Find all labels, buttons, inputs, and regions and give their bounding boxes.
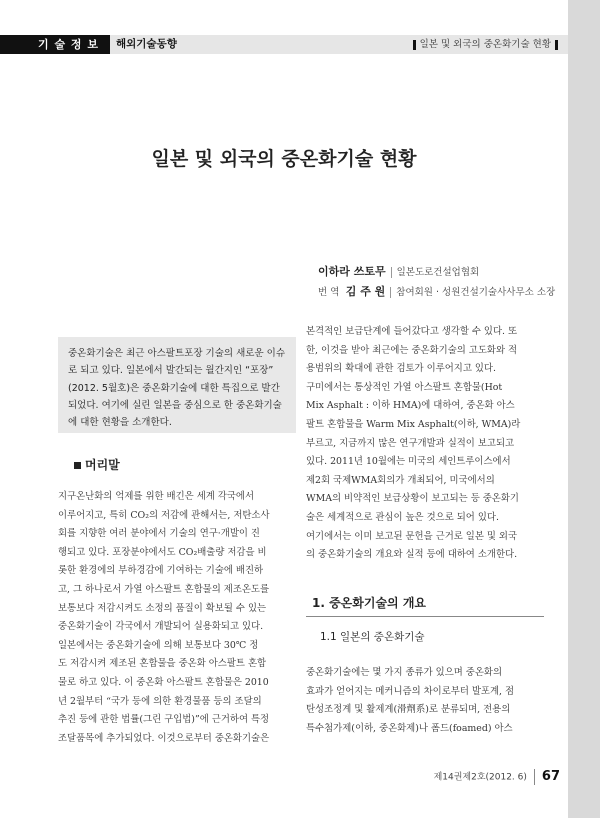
body-line: 보통보다 저감시켜도 소정의 품질이 확보될 수 있는 [58, 602, 267, 614]
square-bullet-icon [74, 462, 81, 469]
body-line: 추진 등에 관한 법률(그린 구입법)”에 근거하여 특정 [58, 714, 270, 726]
translator-divider [390, 287, 391, 298]
body-line: 년 2월부터 “국가 등에 의한 환경물품 등의 조달의 [58, 695, 262, 707]
translator-name: 김 주 원 [345, 285, 386, 298]
author-block [318, 262, 555, 302]
abstract-line: 로 되고 있다. 일본에서 발간되는 월간지인 “포장” [68, 365, 274, 377]
abstract-line: 에 대한 현황을 소개한다. [68, 417, 172, 429]
body-line: 팔트 혼합물을 Warm Mix Asphalt(이하, WMA)라 [306, 418, 521, 430]
issue-label: 제14권제2호(2012. 6) [433, 772, 527, 783]
abstract-line: 되었다. 여기에 실린 일본을 중심으로 한 중온화기술 [68, 399, 282, 411]
running-header [0, 35, 568, 54]
header-running-title [409, 35, 562, 54]
translator-org: 참여회원 · 성원건설기술사사무소 소장 [396, 287, 556, 298]
article-title: 일본 및 외국의 중온화기술 현황 [151, 148, 417, 170]
body-line: 고, 그 하나로서 가열 아스팔트 혼합물의 제조온도를 [58, 583, 270, 595]
body-line: 회를 지향한 여러 분야에서 기술의 연구·개발이 진 [58, 528, 260, 540]
translator-role: 번 역 [318, 287, 340, 298]
body-line: 탄성조정계 및 활제계(滑劑系)로 분류되며, 전용의 [306, 704, 511, 716]
running-title-text: 일본 및 외국의 중온화기술 현황 [419, 39, 551, 50]
body-line: 도 저감시켜 제조된 혼합물을 중온화 아스팔트 혼합 [58, 658, 267, 670]
body-line: 지구온난화의 억제를 위한 배긴은 세계 각국에서 [58, 491, 255, 502]
header-marker-right [555, 40, 558, 50]
header-subsection-label: 해외기술동향 [116, 38, 177, 50]
author-line [318, 262, 555, 282]
page-footer [434, 766, 560, 788]
body-line: 구미에서는 통상적인 가열 아스팔트 혼합물(Hot [306, 381, 503, 393]
body-line: Mix Asphalt : 이하 HMA)에 대하여, 중온화 아스 [306, 400, 515, 412]
right-column-text [306, 323, 544, 565]
body-line: 이루어지고, 특히 CO₂의 저감에 관해서는, 저탄소사 [58, 509, 270, 521]
author-divider [391, 267, 392, 278]
body-line: 제2회 국제WMA회의가 개최되어, 미국에서의 [306, 474, 495, 486]
body-line: 특수첨가제(이하, 중온화제)나 폼드(foamed) 아스 [306, 722, 513, 734]
body-line: 한, 이것을 받아 최근에는 중온화기술의 고도화와 적 [306, 344, 518, 356]
body-line: 부르고, 지금까지 많은 연구개발과 실적이 보고되고 [306, 437, 515, 449]
body-line: 여기에서는 이미 보고된 문헌을 근거로 일본 및 외국 [306, 530, 518, 542]
abstract-box [58, 337, 296, 433]
body-line: 의 중온화기술의 개요와 실적 등에 대하여 소개한다. [306, 549, 518, 561]
section-heading: 1. 중온화기술의 개요 [312, 596, 427, 610]
section-rule [306, 616, 544, 617]
body-line: 용범위의 확대에 관한 검토가 이루어지고 있다. [306, 363, 496, 375]
translator-line [318, 282, 555, 302]
body-line: 롯한 환경에의 부하경감에 기여하는 기술에 배진하 [58, 565, 264, 577]
body-line: 효과가 얻어지는 메커니즘의 차이로부터 발포계, 점 [306, 685, 515, 697]
subsection-heading: 1.1 일본의 중온화기술 [320, 631, 425, 643]
body-line: 본격적인 보급단계에 들어갔다고 생각할 수 있다. 또 [306, 326, 518, 337]
abstract-line: 중온화기술은 최근 아스팔트포장 기술의 새로운 이슈 [68, 348, 285, 359]
footer-divider [534, 769, 535, 785]
body-line: 일본에서는 중온화기술에 의해 보통보다 30℃ 정 [58, 639, 259, 651]
body-line: 있다. 2011년 10월에는 미국의 세인트루이스에서 [306, 456, 511, 468]
intro-heading [74, 456, 120, 473]
body-line: 조달품목에 추가되었다. 이것으로부터 중온화기술은 [58, 732, 270, 744]
author-name: 이하라 쓰토무 [318, 265, 386, 278]
header-section-label: 기 술 정 보 [38, 38, 99, 51]
body-line: WMA의 비약적인 보급상황이 보고되는 등 중온화기 [306, 493, 519, 505]
body-line: 행되고 있다. 포장분야에서도 CO₂배출량 저감을 비 [58, 546, 267, 558]
body-line: 술은 세계적으로 관심이 높은 것으로 되어 있다. [306, 511, 499, 523]
page-side-tab [568, 0, 600, 818]
page-number: 67 [541, 769, 560, 784]
abstract-line: (2012. 5월호)은 중온화기술에 대한 특집으로 발간 [68, 382, 280, 394]
header-marker-left [413, 40, 416, 50]
section-text [306, 664, 544, 738]
intro-heading-text: 머리말 [85, 458, 120, 472]
intro-text [58, 488, 296, 748]
body-line: 중온화기술이 각국에서 개발되어 실용화되고 있다. [58, 621, 264, 633]
body-line: 물로 하고 있다. 이 중온화 아스팔트 혼합물은 2010 [58, 676, 269, 688]
author-org: 일본도로건설업협회 [396, 267, 480, 278]
body-line: 중온화기술에는 몇 가지 종류가 있으며 중온화의 [306, 667, 503, 678]
